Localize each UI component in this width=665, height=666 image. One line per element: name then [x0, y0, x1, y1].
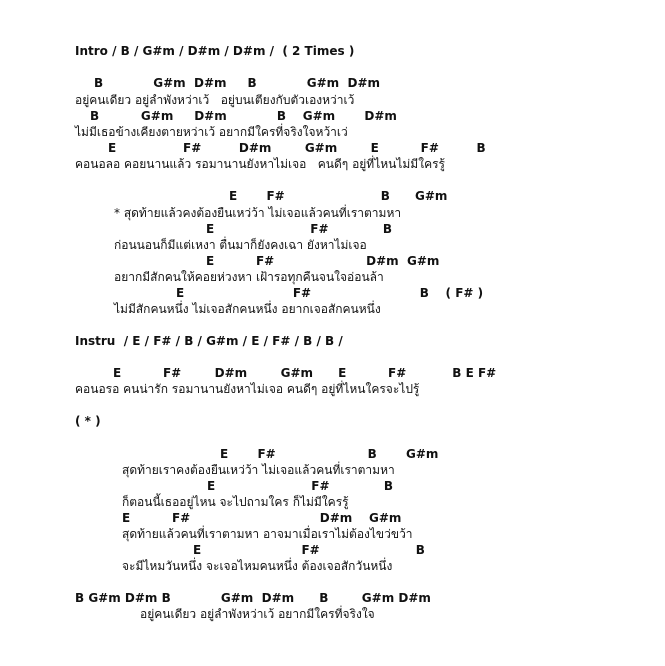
lyric-line: อยู่คนเดียว อยู่ลำพังหว่าเว้ อยู่บนเตียงกับตัวเองหว่าเว้ [75, 93, 355, 107]
lyric-line: อยู่คนเดียว อยู่ลำพังหว่าเว้ อยากมีใครที่จริงใจ [140, 607, 375, 621]
chord-line: E F# B [193, 543, 425, 557]
intro-line: Intro / B / G#m / D#m / D#m / ( 2 Times ) [75, 44, 355, 58]
lyric-line: สุดท้ายเราคงต้องยืนเหว่ว้า ไม่เจอแล้วคนที่เราตามหา [122, 463, 395, 477]
lyric-line: อยากมีสักคนให้คอยห่วงหา เฝ้ารอทุกคืนจนใจอ่อนล้า [114, 270, 384, 284]
chord-line: E F# B G#m [229, 189, 448, 203]
chord-line: B G#m D#m B G#m D#m B G#m D#m [75, 591, 431, 605]
lyric-line: ก็ตอนนี้เธออยู่ไหน จะไปถามใคร ก็ไม่มีใครรู้ [122, 495, 349, 509]
lyric-line: ไม่มีเธอข้างเคียงตายหว่าเว้ อยากมีใครที่จริงใจหว้าเว่ [75, 125, 348, 139]
lyric-line: ก่อนนอนก็มีแต่เหงา ตื่นมาก็ยังคงเฉา ยังหาไม่เจอ [114, 238, 367, 252]
chord-line: E F# B [206, 222, 392, 236]
lyric-line: ไม่มีสักคนหนึ่ง ไม่เจอสักคนหนึ่ง อยากเจอสักคนหนึ่ง [114, 302, 381, 316]
lyric-line: คอนอลอ คอยนานแล้ว รอมานานยังหาไม่เจอ คนดีๆ อยู่ที่ไหนไม่มีใครรู้ [75, 157, 445, 171]
chord-line: E F# D#m G#m [206, 254, 440, 268]
lyric-line: สุดท้ายแล้วคนที่เราตามหา อาจมาเมื่อเราไม่ต้องไขว่ขว้า [122, 527, 413, 541]
chord-line: B G#m D#m B G#m D#m [90, 109, 397, 123]
chord-line: E F# D#m G#m [122, 511, 402, 525]
chord-line: B G#m D#m B G#m D#m [94, 76, 381, 90]
chord-line: E F# B [207, 479, 393, 493]
repeat-marker: ( * ) [75, 414, 101, 428]
chord-line: E F# D#m G#m E F# B [108, 141, 486, 155]
instru-line: Instru / E / F# / B / G#m / E / F# / B / B / [75, 334, 343, 348]
chord-line: E F# D#m G#m E F# B E F# [113, 366, 497, 380]
chord-line: E F# B G#m [220, 447, 439, 461]
lyric-line: คอนอรอ คนน่ารัก รอมานานยังหาไม่เจอ คนดีๆ อยู่ที่ไหนใครจะไปรู้ [75, 382, 420, 396]
lyric-line: จะมีไหมวันหนึ่ง จะเจอไหมคนหนึ่ง ต้องเจอสักวันหนึ่ง [122, 559, 393, 573]
chord-line: E F# B ( F# ) [176, 286, 484, 300]
lyric-line: * สุดท้ายแล้วคงต้องยืนเหว่ว้า ไม่เจอแล้วคนที่เราตามหา [114, 206, 402, 220]
